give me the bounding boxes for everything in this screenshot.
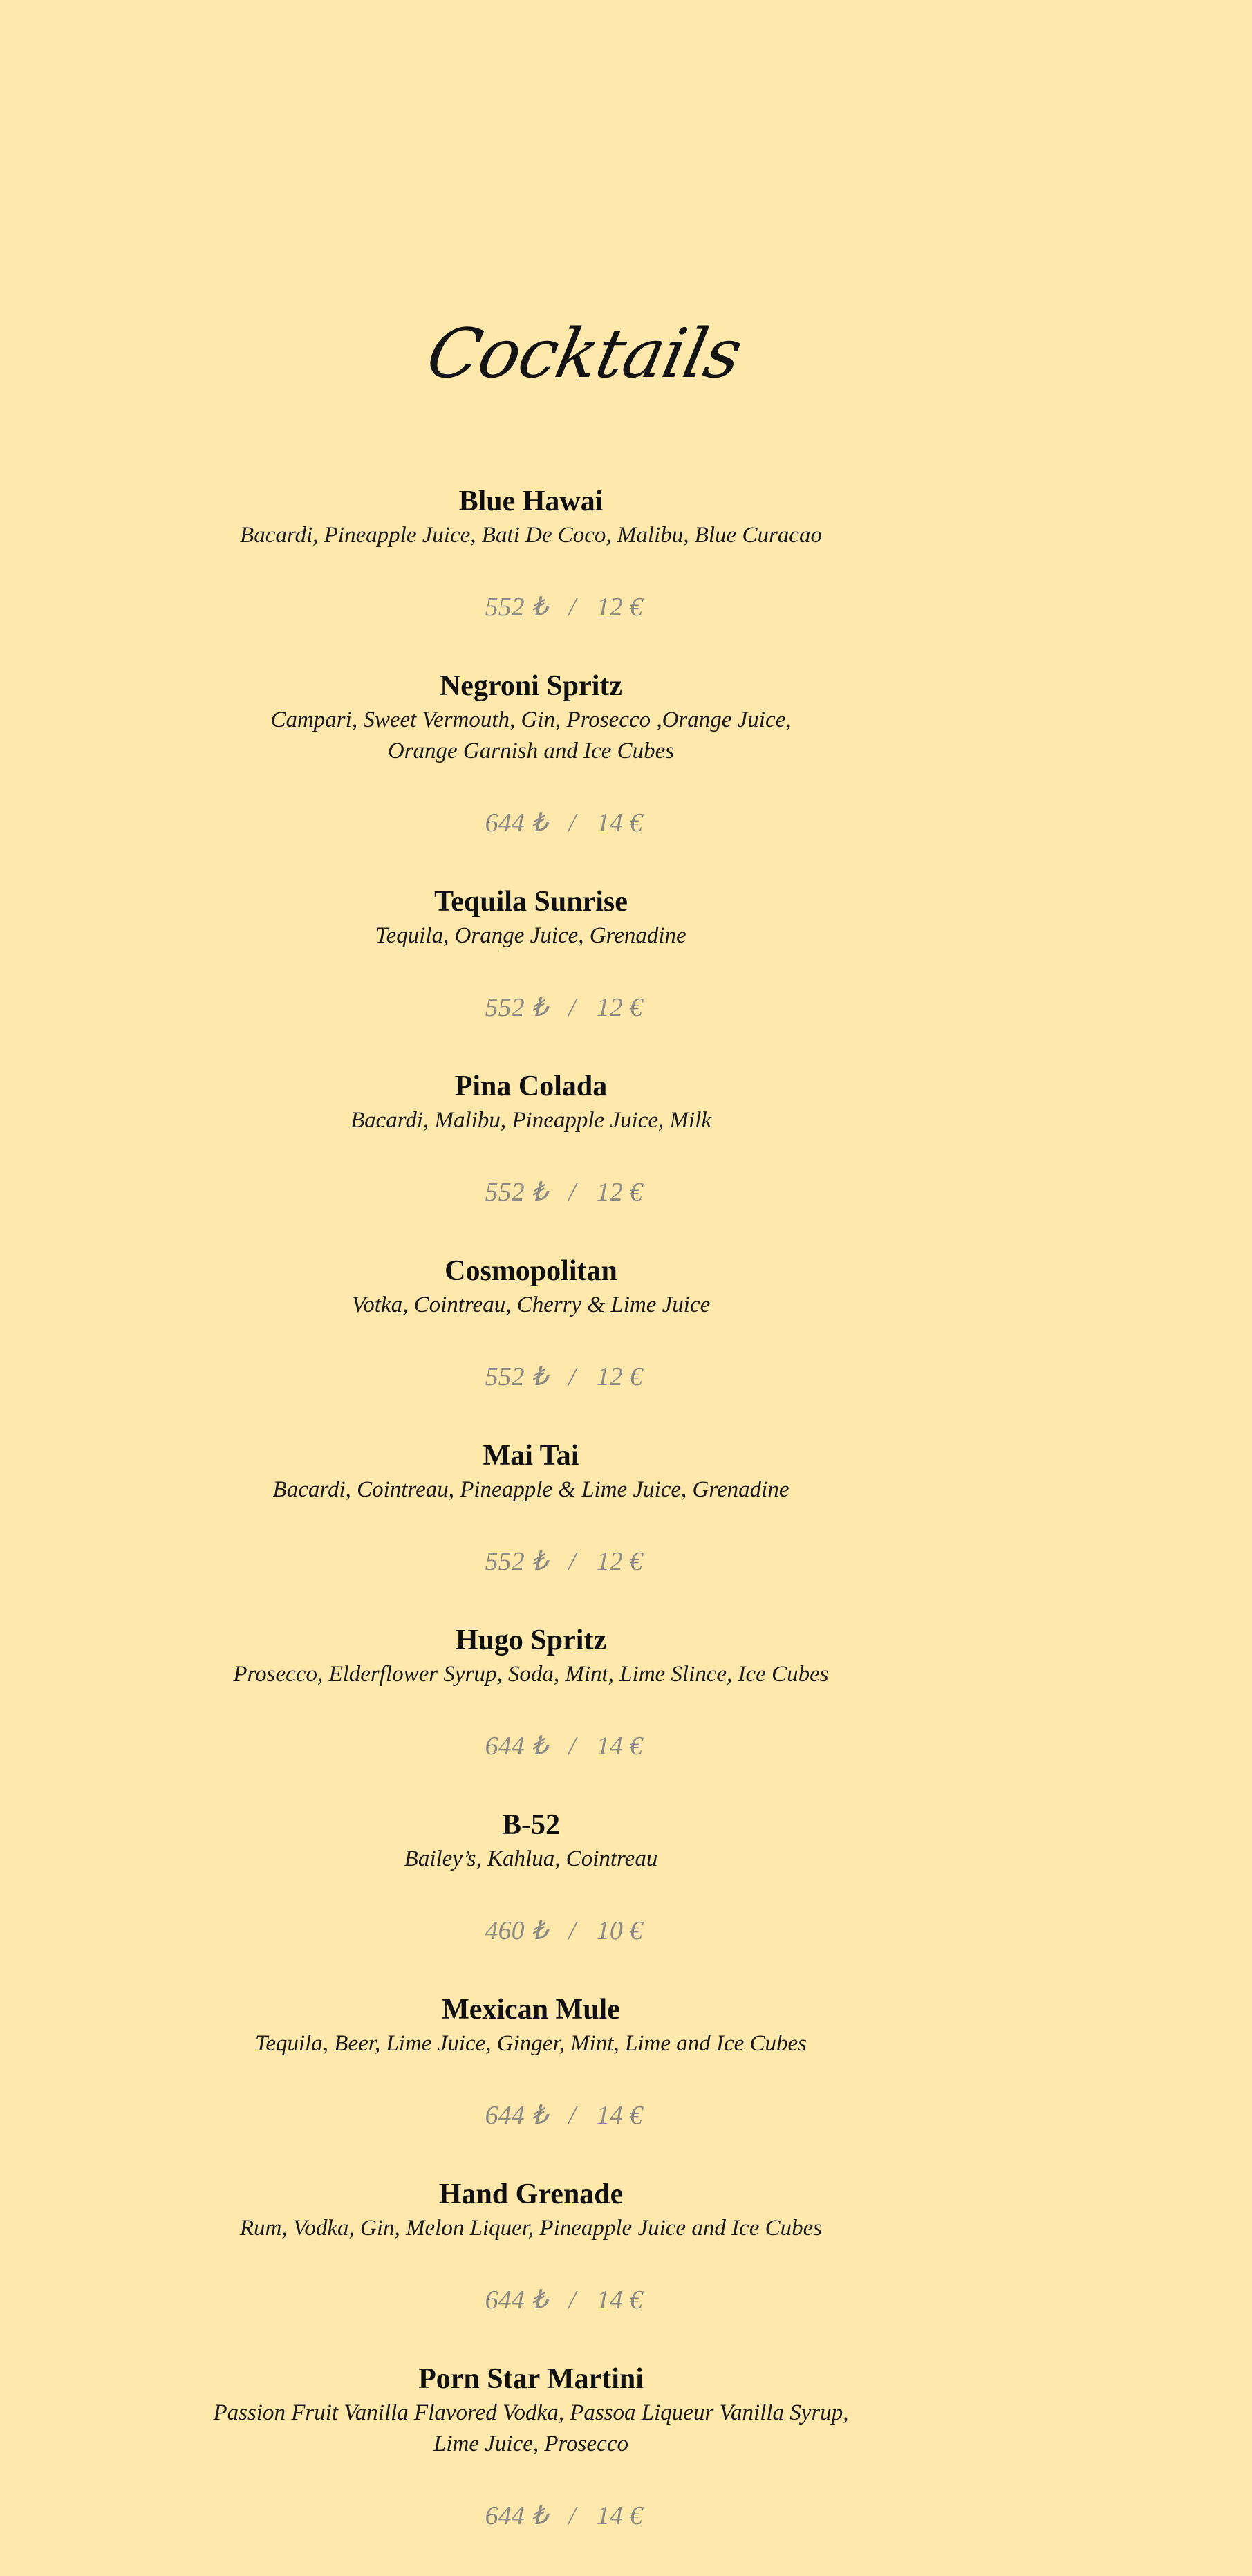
price-separator: / [568, 2286, 576, 2315]
item-description [0, 1290, 1062, 1321]
item-description [0, 920, 1062, 952]
price-lira: 552 ₺ [485, 1547, 548, 1576]
item-price [0, 2059, 1062, 2171]
item-price [0, 952, 1062, 1064]
price-separator: / [568, 1362, 576, 1391]
item-price [0, 2244, 1062, 2356]
item-description [0, 2028, 1062, 2059]
item-price [0, 1875, 1062, 1987]
price-lira: 552 ₺ [485, 993, 548, 1022]
item-price [0, 2460, 1062, 2572]
price-euro: 12 € [596, 1178, 643, 1207]
menu-item [0, 883, 1062, 1064]
menu-item [0, 1806, 1062, 1987]
item-description-line: Votka, Cointreau, Cherry & Lime Juice [351, 1292, 711, 1317]
price-separator: / [568, 593, 576, 622]
item-description-line: Lime Juice, Prosecco [433, 2431, 628, 2456]
price-euro: 10 € [596, 1916, 643, 1945]
price-separator: / [568, 2501, 576, 2530]
item-description-line: Tequila, Beer, Lime Juice, Ginger, Mint, Lime and Ice Cubes [255, 2031, 807, 2056]
menu-item [0, 1068, 1062, 1248]
price-euro: 14 € [596, 2501, 643, 2530]
page-title: Cocktails [420, 315, 749, 393]
item-description [0, 2213, 1062, 2244]
item-description [0, 2398, 1062, 2460]
item-description-line: Orange Garnish and Ice Cubes [387, 739, 675, 763]
item-price [0, 1505, 1062, 1618]
item-description-line: Prosecco, Elderflower Syrup, Soda, Mint, Lime Slince, Ice Cubes [233, 1662, 829, 1687]
price-euro: 14 € [596, 808, 643, 837]
menu-item [0, 1622, 1062, 1802]
item-name: Hugo Spritz [455, 1624, 607, 1656]
price-separator: / [568, 2101, 576, 2130]
price-lira: 644 ₺ [485, 808, 548, 837]
price-separator: / [568, 1732, 576, 1761]
item-description [0, 1474, 1062, 1505]
price-separator: / [568, 1547, 576, 1576]
item-description-line: Bailey’s, Kahlua, Cointreau [404, 1846, 658, 1871]
item-price [0, 1321, 1062, 1433]
price-euro: 12 € [596, 593, 643, 622]
item-name: Mexican Mule [442, 1994, 620, 2026]
price-lira: 552 ₺ [485, 1178, 548, 1207]
price-lira: 644 ₺ [485, 2286, 548, 2315]
price-euro: 12 € [596, 993, 643, 1022]
price-euro: 12 € [596, 1547, 643, 1576]
item-name: Pina Colada [454, 1071, 608, 1102]
item-description-line: Passion Fruit Vanilla Flavored Vodka, Passoa Liqueur Vanilla Syrup, [213, 2400, 849, 2425]
price-euro: 12 € [596, 1362, 643, 1391]
price-separator: / [568, 993, 576, 1022]
cocktail-list [0, 483, 1062, 2576]
price-euro: 14 € [596, 2101, 643, 2130]
menu-item [0, 1991, 1062, 2171]
item-price [0, 1690, 1062, 1802]
menu-item [0, 2176, 1062, 2356]
item-name: Blue Hawai [458, 485, 604, 517]
item-name: Hand Grenade [438, 2178, 624, 2210]
item-name: B-52 [502, 1809, 560, 1841]
item-name: Cosmopolitan [445, 1255, 617, 1287]
price-separator: / [568, 1178, 576, 1207]
item-name: Tequila Sunrise [434, 886, 628, 918]
item-name: Mai Tai [483, 1440, 579, 1472]
price-separator: / [568, 1916, 576, 1945]
item-description [0, 1659, 1062, 1690]
menu-item [0, 1252, 1062, 1433]
price-euro: 14 € [596, 1732, 643, 1761]
item-description [0, 1844, 1062, 1875]
price-lira: 644 ₺ [485, 1732, 548, 1761]
item-description [0, 1105, 1062, 1136]
item-description-line: Bacardi, Cointreau, Pineapple & Lime Juice, Grenadine [272, 1477, 789, 1502]
price-lira: 552 ₺ [485, 593, 548, 622]
price-euro: 14 € [596, 2286, 643, 2315]
price-lira: 644 ₺ [485, 2501, 548, 2530]
item-description-line: Tequila, Orange Juice, Grenadine [375, 923, 686, 948]
item-description-line: Bacardi, Pineapple Juice, Bati De Coco, Malibu, Blue Curacao [240, 523, 822, 548]
item-price [0, 551, 1062, 663]
price-lira: 552 ₺ [485, 1362, 548, 1391]
item-description-line: Bacardi, Malibu, Pineapple Juice, Milk [350, 1108, 712, 1133]
price-separator: / [568, 808, 576, 837]
item-description-line: Rum, Vodka, Gin, Melon Liquer, Pineapple Juice and Ice Cubes [239, 2216, 823, 2241]
menu-item [0, 667, 1062, 879]
item-description [0, 520, 1062, 551]
item-description-line: Campari, Sweet Vermouth, Gin, Prosecco ,Orange Juice, [270, 707, 792, 732]
menu-item [0, 483, 1062, 663]
price-lira: 644 ₺ [485, 2101, 548, 2130]
item-price [0, 767, 1062, 879]
menu-item [0, 1437, 1062, 1618]
item-name: Porn Star Martini [418, 2363, 644, 2395]
price-lira: 460 ₺ [485, 1916, 548, 1945]
item-description [0, 705, 1062, 767]
item-price [0, 1136, 1062, 1248]
item-name: Negroni Spritz [439, 670, 623, 702]
menu-item [0, 2360, 1062, 2572]
